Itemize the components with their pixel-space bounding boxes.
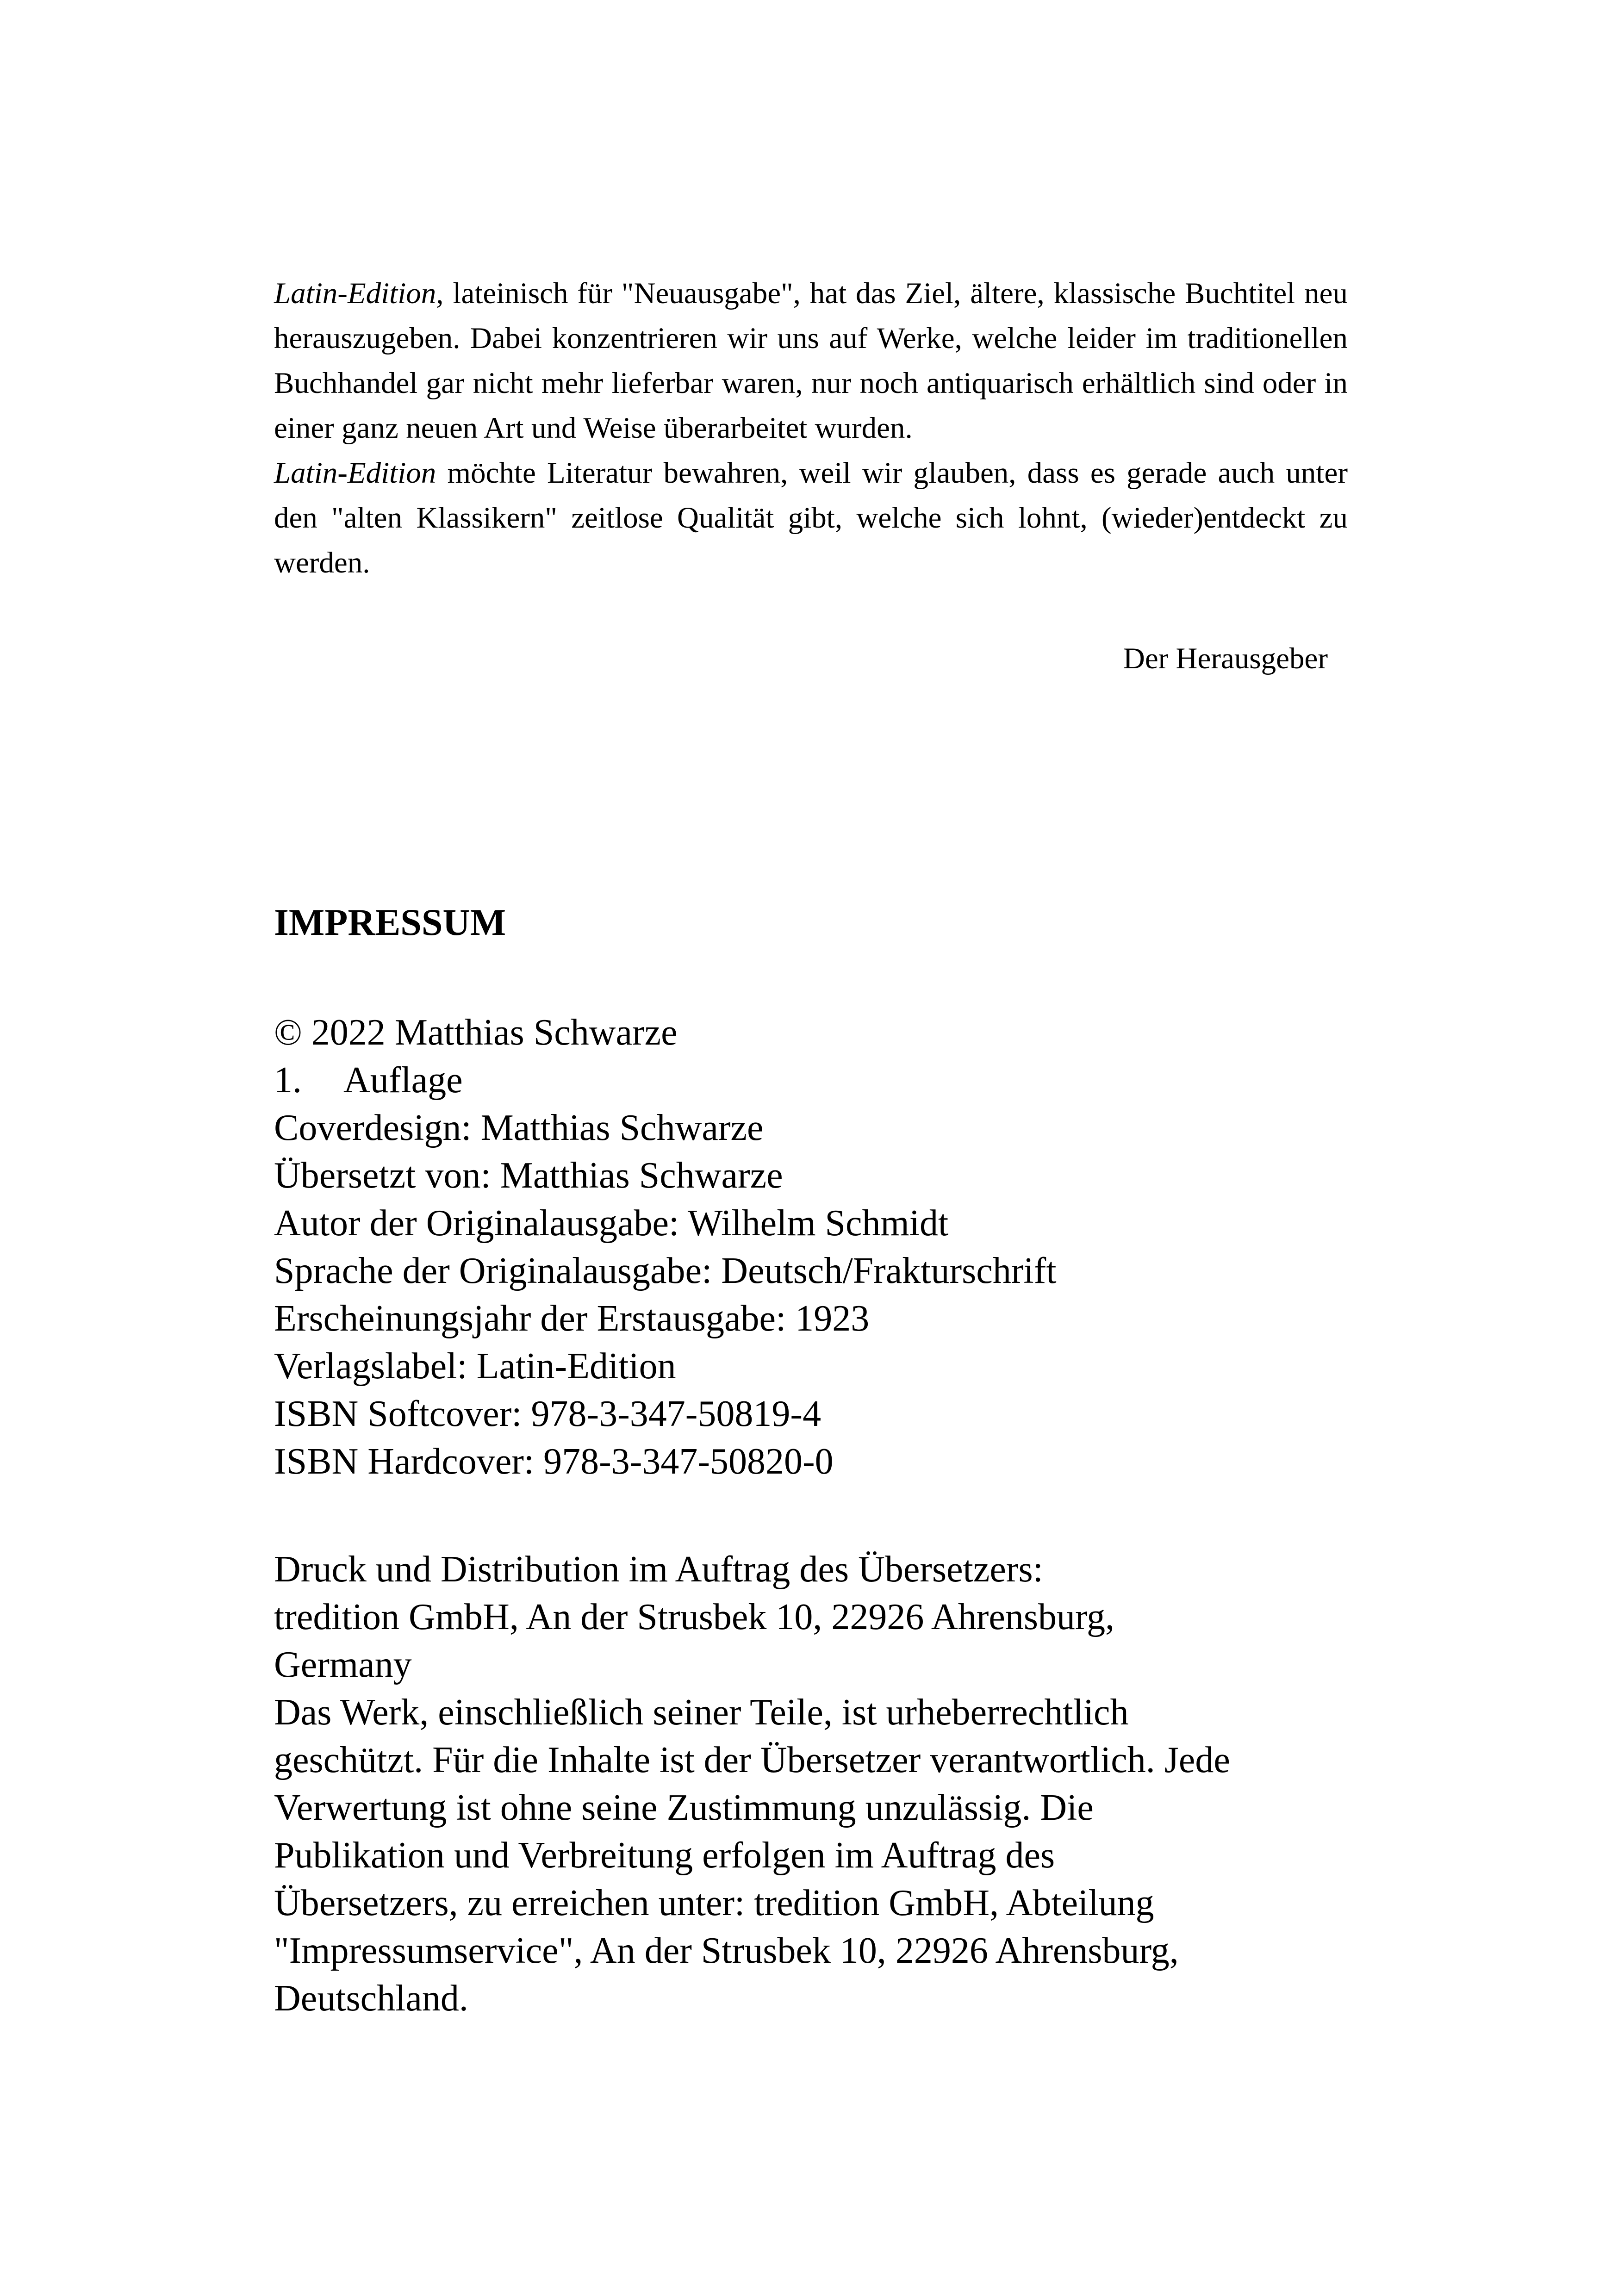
intro-paragraph-2-text: möchte Literatur bewahren, weil wir glauben, dass es gerade auch unter den "alten Klassikern" zeitlose Qualität gibt, welche sich lohnt, (wieder)entdeckt zu werden. [274,456,1348,579]
distribution-line: tredition GmbH, An der Strusbek 10, 22926 Ahrensburg, [274,1597,1115,1637]
intro-paragraph-2-emphasis: Latin-Edition [274,456,436,490]
distribution-line: Übersetzers, zu erreichen unter: tredition GmbH, Abteilung [274,1883,1154,1923]
translator-line: Übersetzt von: Matthias Schwarze [274,1155,783,1196]
distribution-line: Deutschland. [274,1978,468,2019]
intro-paragraph-2 [274,451,1348,585]
distribution-line: Verwertung ist ohne seine Zustimmung unzulässig. Die [274,1787,1094,1828]
first-edition-year-line: Erscheinungsjahr der Erstausgabe: 1923 [274,1298,870,1339]
imprint-details [274,1009,1385,1486]
cover-design-line: Coverdesign: Matthias Schwarze [274,1108,764,1148]
distribution-line: Germany [274,1644,412,1685]
edition-line [274,1057,1385,1104]
publisher-label-line: Verlagslabel: Latin-Edition [274,1346,676,1387]
distribution-line: Publikation und Verbreitung erfolgen im Auftrag des [274,1835,1055,1876]
copyright-line: © 2022 Matthias Schwarze [274,1012,678,1053]
isbn-hardcover-line: ISBN Hardcover: 978-3-347-50820-0 [274,1441,834,1482]
distribution-notice [274,1546,1385,2022]
publisher-intro [274,271,1348,585]
edition-label: Auflage [343,1060,463,1101]
original-language-line: Sprache der Originalausgabe: Deutsch/Frakturschrift [274,1251,1057,1291]
publisher-signature: Der Herausgeber [1123,642,1328,675]
distribution-line: Das Werk, einschließlich seiner Teile, ist urheberrechtlich [274,1692,1129,1733]
distribution-line: geschützt. Für die Inhalte ist der Übersetzer verantwortlich. Jede [274,1740,1230,1780]
distribution-line: Druck und Distribution im Auftrag des Übersetzers: [274,1549,1043,1590]
edition-number: 1. [274,1060,302,1101]
isbn-softcover-line: ISBN Softcover: 978-3-347-50819-4 [274,1394,821,1434]
imprint-heading: IMPRESSUM [274,901,506,943]
distribution-line: "Impressumservice", An der Strusbek 10, 22926 Ahrensburg, [274,1930,1179,1971]
intro-paragraph-1-text: , lateinisch für "Neuausgabe", hat das Ziel, ältere, klassische Buchtitel neu herauszugeben. Dabei konzentrieren wir uns auf Werke, welche leider im traditionellen Buchhandel gar nicht mehr lieferbar waren, nur noch antiquarisch erhältlich sind oder in einer ganz neuen Art und Weise überarbeitet wurden. [274,277,1348,445]
original-author-line: Autor der Originalausgabe: Wilhelm Schmidt [274,1203,949,1244]
intro-paragraph-1-emphasis: Latin-Edition [274,277,436,310]
intro-paragraph-1 [274,271,1348,451]
